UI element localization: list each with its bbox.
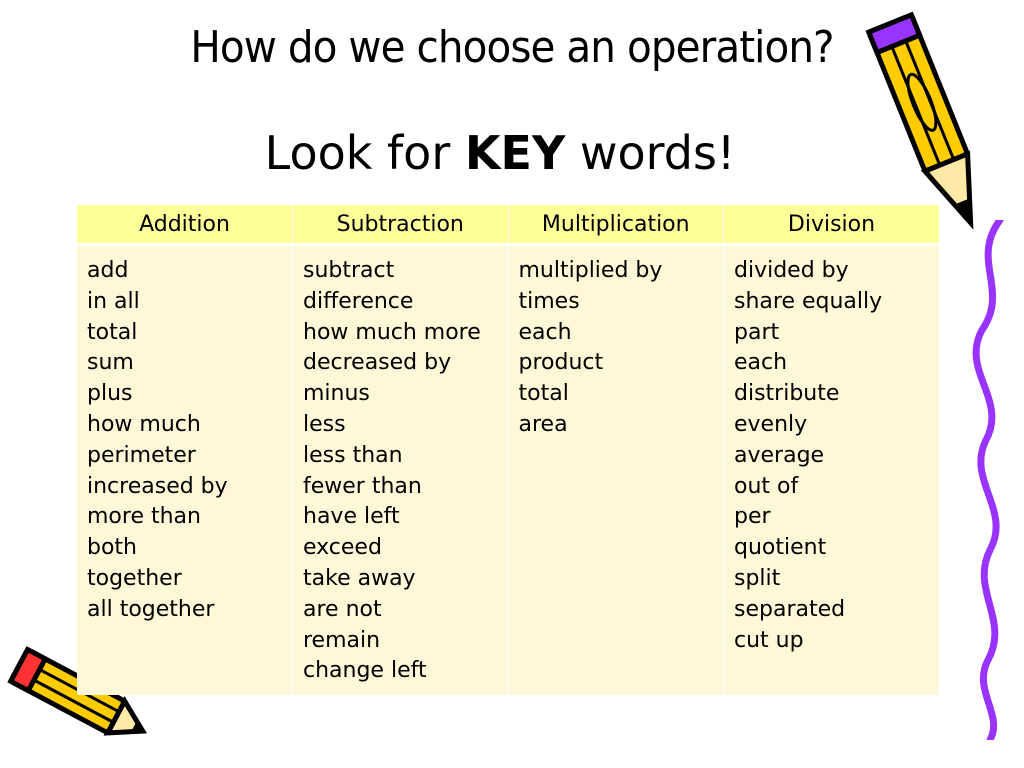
key-word: exceed bbox=[303, 535, 382, 561]
key-word: out of bbox=[734, 473, 799, 499]
key-word: each bbox=[518, 319, 572, 345]
subtitle-suffix: words! bbox=[565, 126, 736, 180]
key-word: remain bbox=[303, 627, 381, 653]
table-body-row bbox=[77, 245, 939, 696]
key-word: total bbox=[87, 319, 138, 345]
key-word: evenly bbox=[734, 411, 808, 437]
key-word: both bbox=[87, 535, 137, 561]
squiggle-decoration-icon bbox=[960, 220, 1024, 740]
key-word: less than bbox=[303, 442, 403, 468]
column-subtraction bbox=[293, 245, 509, 696]
header-addition: Addition bbox=[77, 205, 293, 245]
key-word: area bbox=[518, 411, 568, 437]
key-word: part bbox=[734, 319, 780, 345]
key-words-table bbox=[77, 205, 939, 695]
key-word: minus bbox=[303, 381, 370, 407]
key-word: each bbox=[734, 350, 788, 376]
key-word: times bbox=[518, 288, 580, 314]
key-word: separated bbox=[734, 596, 846, 622]
key-word: divided by bbox=[734, 258, 849, 283]
key-word: sum bbox=[87, 350, 134, 376]
key-word: subtract bbox=[303, 258, 395, 283]
column-division bbox=[724, 245, 940, 696]
key-word: decreased by bbox=[303, 350, 452, 376]
subtitle-emphasis: KEY bbox=[464, 126, 566, 180]
key-word: more than bbox=[87, 504, 201, 530]
key-word: have left bbox=[303, 504, 400, 530]
key-word: how much more bbox=[303, 319, 481, 345]
key-word: split bbox=[734, 565, 781, 591]
key-word: together bbox=[87, 565, 182, 591]
key-word: take away bbox=[303, 565, 416, 591]
key-word: increased by bbox=[87, 473, 228, 499]
key-word: less bbox=[303, 411, 346, 437]
column-addition bbox=[77, 245, 293, 696]
key-word: change left bbox=[303, 658, 427, 684]
header-subtraction: Subtraction bbox=[293, 205, 509, 245]
key-word: all together bbox=[87, 596, 215, 622]
header-division: Division bbox=[724, 205, 940, 245]
key-word: product bbox=[518, 350, 604, 376]
key-word: multiplied by bbox=[518, 258, 663, 283]
key-word: in all bbox=[87, 288, 140, 314]
column-multiplication bbox=[508, 245, 724, 696]
key-word: quotient bbox=[734, 535, 827, 561]
key-word: cut up bbox=[734, 627, 804, 653]
subtitle-prefix: Look for bbox=[264, 126, 465, 180]
header-multiplication: Multiplication bbox=[508, 205, 724, 245]
key-word: how much bbox=[87, 411, 201, 437]
key-word: distribute bbox=[734, 381, 840, 407]
key-word: plus bbox=[87, 381, 133, 407]
key-word: difference bbox=[303, 288, 414, 314]
key-word: perimeter bbox=[87, 442, 196, 468]
slide-subtitle bbox=[0, 126, 1000, 180]
slide-title: How do we choose an operation? bbox=[190, 22, 834, 73]
key-word: per bbox=[734, 504, 771, 530]
key-word: average bbox=[734, 442, 825, 468]
key-word: share equally bbox=[734, 288, 883, 314]
key-word: add bbox=[87, 258, 129, 283]
key-word: are not bbox=[303, 596, 382, 622]
table-header-row bbox=[77, 205, 939, 245]
key-word: fewer than bbox=[303, 473, 422, 499]
key-word: total bbox=[518, 381, 569, 407]
